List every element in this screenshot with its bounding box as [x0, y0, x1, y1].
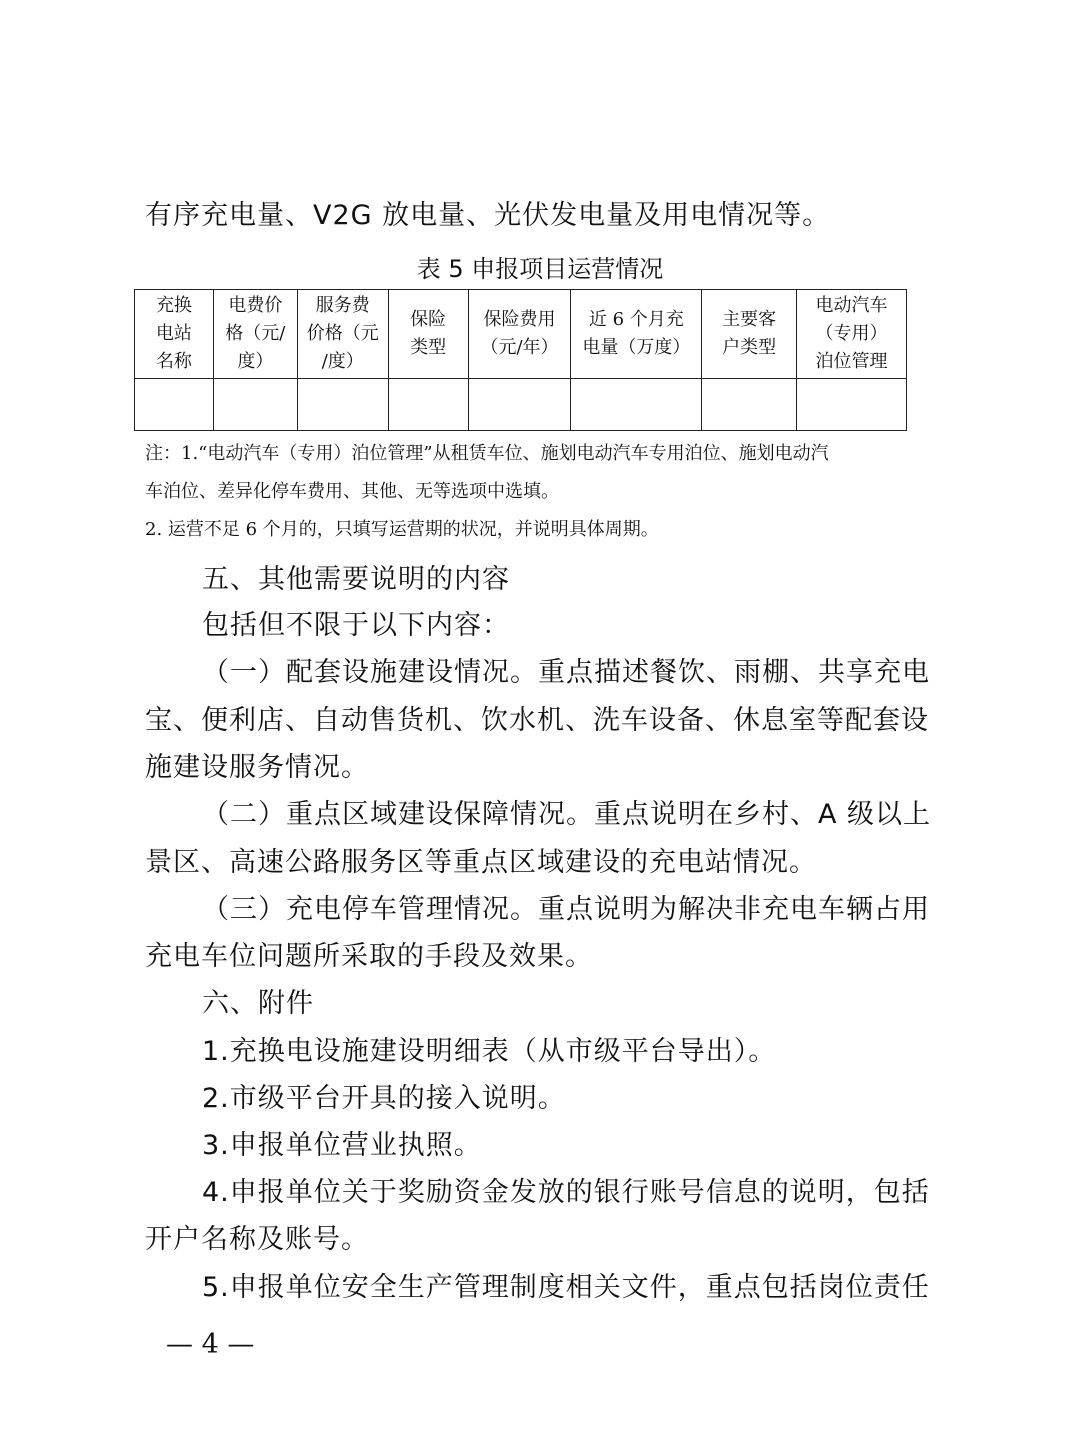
table-cell	[213, 379, 297, 431]
attachment-item: 4.申报单位关于奖励资金发放的银行账号信息的说明，包括	[202, 1177, 930, 1208]
attachment-item: 3.申报单位营业执照。	[202, 1130, 482, 1161]
attachment-item: 开户名称及账号。	[145, 1224, 369, 1255]
table-header-cell: 主要客 户类型	[702, 290, 797, 379]
item-paragraph-line: 充电车位问题所采取的手段及效果。	[145, 941, 593, 972]
table-cell	[702, 379, 797, 431]
attachment-item: 2.市级平台开具的接入说明。	[202, 1083, 566, 1114]
table-header-cell: 保险费用 （元/年）	[468, 290, 571, 379]
table-cell	[297, 379, 388, 431]
table-header-cell: 充换 电站 名称	[135, 290, 214, 379]
table-header-row	[135, 290, 907, 379]
table-note-line: 2. 运营不足 6 个月的，只填写运营期的状况，并说明具体周期。	[145, 519, 659, 540]
table-cell	[135, 379, 214, 431]
attachment-item: 5.申报单位安全生产管理制度相关文件，重点包括岗位责任	[202, 1272, 930, 1303]
table-cell	[388, 379, 468, 431]
body-text-line: 有序充电量、V2G 放电量、光伏发电量及用电情况等。	[145, 200, 831, 231]
item-paragraph-line: （二）重点区域建设保障情况。重点说明在乡村、A 级以上	[202, 799, 932, 830]
table-header-cell: 电动汽车 （专用） 泊位管理	[797, 290, 907, 379]
page-number: — 4 —	[166, 1329, 255, 1360]
item-paragraph-line: （一）配套设施建设情况。重点描述餐饮、雨棚、共享充电	[202, 657, 930, 688]
section-intro: 包括但不限于以下内容：	[202, 610, 510, 641]
table-cell	[571, 379, 702, 431]
table-header-cell: 近 6 个月充 电量（万度）	[571, 290, 702, 379]
table-cell	[468, 379, 571, 431]
section-heading: 六、附件	[202, 988, 314, 1019]
table-row	[135, 379, 907, 431]
item-paragraph-line: 景区、高速公路服务区等重点区域建设的充电站情况。	[145, 847, 817, 878]
table-header-cell: 服务费 价格（元 /度）	[297, 290, 388, 379]
table-caption: 表 5 申报项目运营情况	[416, 255, 664, 283]
attachment-item: 1.充换电设施建设明细表（从市级平台导出）。	[202, 1036, 777, 1067]
table-note-line: 注：1.“电动汽车（专用）泊位管理”从租赁车位、施划电动汽车专用泊位、施划电动汽	[145, 443, 829, 464]
item-paragraph-line: （三）充电停车管理情况。重点说明为解决非充电车辆占用	[202, 894, 930, 925]
table-cell	[797, 379, 907, 431]
operations-table	[134, 289, 907, 431]
table-note-line: 车泊位、差异化停车费用、其他、无等选项中选填。	[145, 481, 559, 502]
item-paragraph-line: 宝、便利店、自动售货机、饮水机、洗车设备、休息室等配套设	[145, 705, 929, 736]
table-header-cell: 电费价 格（元/ 度）	[213, 290, 297, 379]
section-heading: 五、其他需要说明的内容	[202, 564, 510, 595]
table-header-cell: 保险 类型	[388, 290, 468, 379]
item-paragraph-line: 施建设服务情况。	[145, 752, 369, 783]
